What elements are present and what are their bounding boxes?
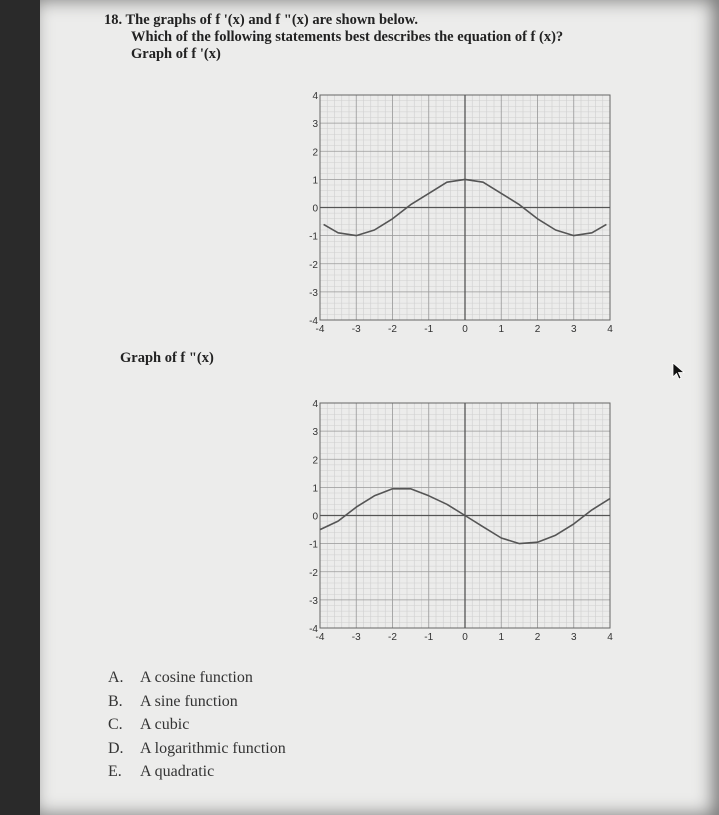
question-header xyxy=(104,12,563,63)
x-tick-label: 1 xyxy=(498,324,505,335)
answer-choices xyxy=(108,666,286,784)
question-line-2: Which of the following statements best describes the equation of f (x)? xyxy=(131,29,564,45)
y-tick-label: 0 xyxy=(312,203,318,215)
y-tick-label: 1 xyxy=(312,175,318,187)
x-tick-label: -4 xyxy=(315,632,325,643)
y-tick-label: -1 xyxy=(309,231,318,243)
choice-b[interactable]: B. A sine function xyxy=(108,692,238,710)
choice-a[interactable]: A. A cosine function xyxy=(108,669,253,686)
x-tick-label: 2 xyxy=(534,324,541,335)
x-tick-label: 4 xyxy=(607,632,613,643)
y-tick-label: -2 xyxy=(309,259,318,271)
x-tick-label: -2 xyxy=(388,324,397,335)
y-tick-label: -4 xyxy=(309,624,318,635)
y-tick-label: -2 xyxy=(309,567,318,579)
y-tick-label: 2 xyxy=(312,455,318,467)
y-tick-label: -3 xyxy=(309,287,318,299)
y-tick-label: 0 xyxy=(312,511,318,523)
choice-c[interactable]: C. A cubic xyxy=(108,716,190,733)
y-tick-label: -3 xyxy=(309,595,318,607)
x-tick-label: 2 xyxy=(534,632,541,643)
x-tick-label: 3 xyxy=(570,324,577,335)
y-tick-label: -1 xyxy=(309,539,318,551)
x-tick-label: -3 xyxy=(351,324,361,335)
y-tick-label: -4 xyxy=(309,316,318,327)
y-tick-label: 4 xyxy=(312,91,318,102)
graph2-label: Graph of f "(x) xyxy=(120,350,214,366)
x-tick-label: 0 xyxy=(462,324,468,335)
x-tick-label: -1 xyxy=(424,324,434,335)
x-tick-label: 0 xyxy=(462,632,468,643)
y-tick-label: 3 xyxy=(312,427,318,439)
question-line-1: 18. The graphs of f '(x) and f "(x) are shown below. xyxy=(104,12,419,28)
x-tick-label: 3 xyxy=(570,632,577,643)
y-tick-label: 1 xyxy=(312,483,318,495)
mouse-cursor-icon xyxy=(672,362,686,385)
choice-d[interactable]: D. A logarithmic function xyxy=(108,739,286,757)
x-tick-label: -4 xyxy=(315,324,325,335)
graph-f-prime xyxy=(300,80,630,340)
x-tick-label: 4 xyxy=(607,324,613,335)
y-tick-label: 3 xyxy=(312,119,318,131)
choice-e[interactable]: E. A quadratic xyxy=(108,763,215,780)
x-tick-label: -1 xyxy=(424,632,434,643)
graph-f-double-prime xyxy=(300,388,630,648)
graph1-label: Graph of f '(x) xyxy=(131,46,221,62)
y-tick-label: 2 xyxy=(312,147,318,159)
x-tick-label: -2 xyxy=(388,632,397,643)
y-tick-label: 4 xyxy=(312,399,318,410)
x-tick-label: 1 xyxy=(498,632,505,643)
x-tick-label: -3 xyxy=(351,632,361,643)
